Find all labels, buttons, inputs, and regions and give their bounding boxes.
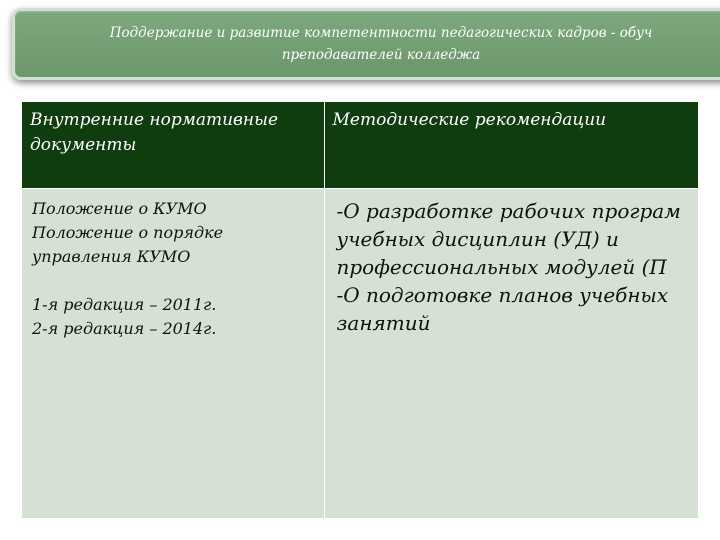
- document-item-management: Положение о порядке управления КУМО: [32, 222, 224, 266]
- table-header-row: [22, 102, 698, 188]
- title-line-2: преподавателей колледжа: [281, 47, 481, 63]
- content-table: [22, 102, 698, 518]
- table-row: [22, 188, 698, 518]
- header-methodical-recommendations: Методические рекомендации: [324, 102, 698, 188]
- title-banner: [12, 8, 720, 80]
- spacer: [32, 269, 318, 293]
- document-item-kumo: Положение о КУМО: [32, 198, 207, 218]
- recommendation-line: занятий: [336, 310, 431, 335]
- header-internal-documents: Внутренние нормативные документы: [22, 102, 324, 188]
- recommendation-line: -О разработке рабочих програм: [336, 198, 681, 223]
- recommendation-line: -О подготовке планов учебных: [336, 282, 669, 307]
- edition-2: 2-я редакция – 2014г.: [32, 318, 217, 338]
- methodical-recommendations-cell: [324, 188, 698, 518]
- internal-documents-cell: [22, 188, 324, 518]
- title-line-1: Поддержание и развитие компетентности педагогических кадров - обуч: [109, 25, 653, 41]
- edition-1: 1-я редакция – 2011г.: [32, 294, 217, 314]
- recommendation-line: учебных дисциплин (УД) и: [336, 226, 619, 251]
- recommendation-line: профессиональных модулей (П: [336, 254, 667, 279]
